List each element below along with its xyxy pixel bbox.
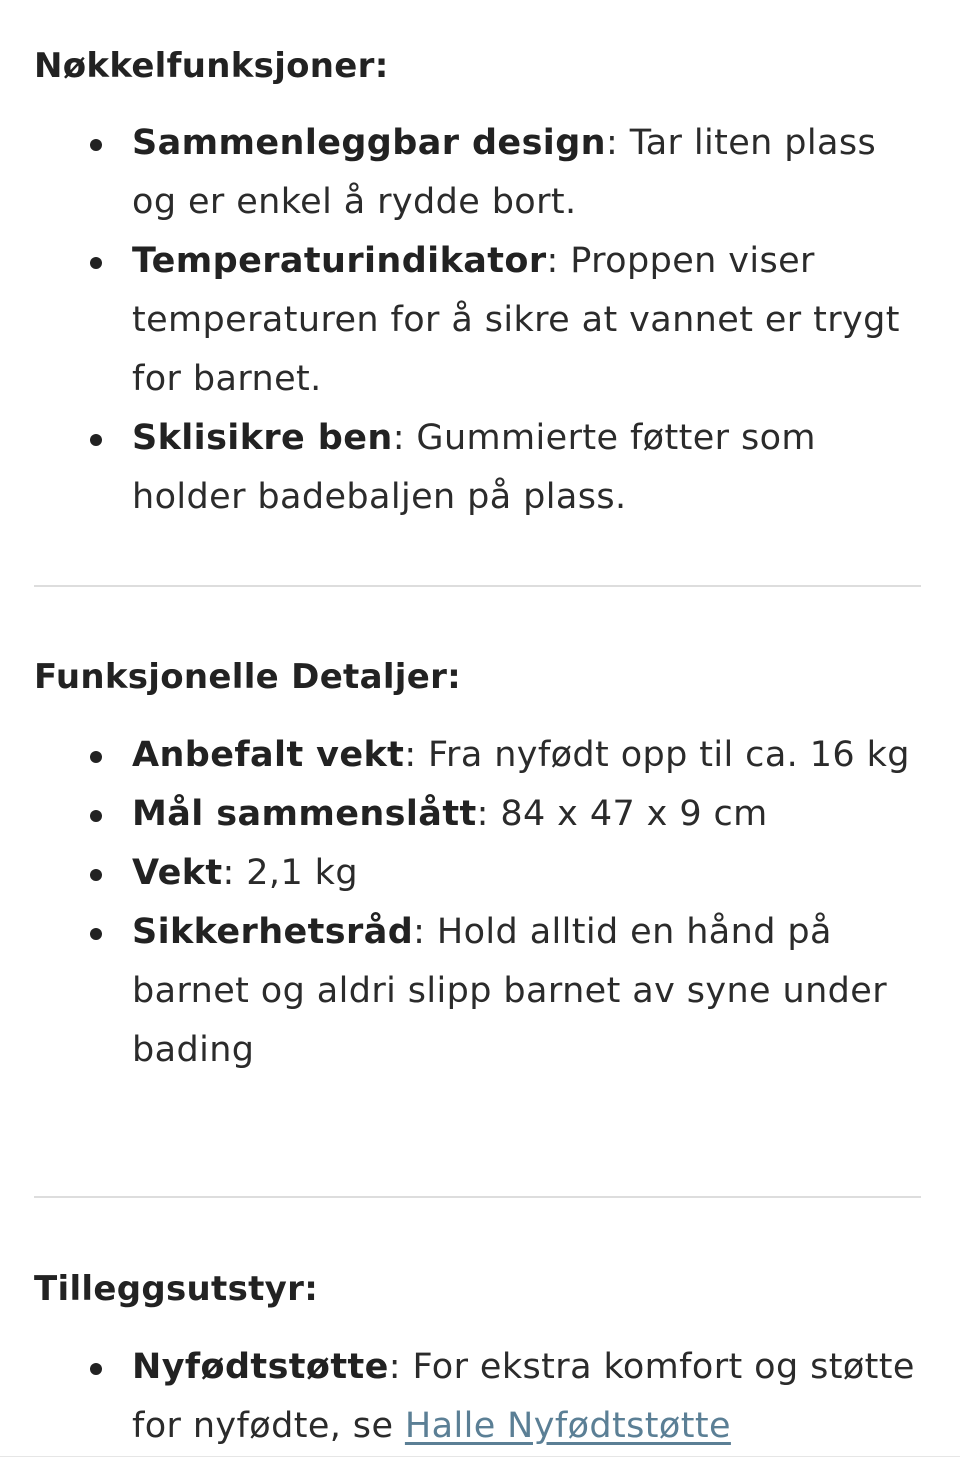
list-item xyxy=(34,1338,922,1456)
section-title-key-features: Nøkkelfunksjoner: xyxy=(34,46,389,86)
newborn-support-link[interactable]: Halle Nyfødtstøtte xyxy=(404,1406,731,1446)
bullet-icon xyxy=(90,257,102,269)
list-item xyxy=(34,903,922,1080)
item-separator: : xyxy=(476,794,489,834)
accessories-list xyxy=(34,1338,922,1456)
list-item xyxy=(34,114,922,232)
list-item xyxy=(34,844,922,903)
item-separator: : xyxy=(392,418,405,458)
item-text: 84 x 47 x 9 cm xyxy=(488,794,768,834)
page-bottom-edge xyxy=(0,1456,960,1457)
item-separator: : xyxy=(404,735,417,775)
item-text: Hold alltid en hånd på barnet og aldri slipp barnet av syne under bading xyxy=(132,912,888,1070)
bullet-icon xyxy=(90,1363,102,1375)
item-text: Proppen viser temperaturen for å sikre at vannet er trygt for barnet. xyxy=(132,241,900,399)
bullet-icon xyxy=(90,810,102,822)
item-text: Fra nyfødt opp til ca. 16 kg xyxy=(416,735,910,775)
item-separator: : xyxy=(413,912,426,952)
item-term: Sklisikre ben xyxy=(132,418,393,458)
section-divider xyxy=(34,585,921,587)
item-term: Mål sammenslått xyxy=(132,794,477,834)
functional-details-list xyxy=(34,726,922,1080)
item-term: Sikkerhetsråd xyxy=(132,912,414,952)
item-text: For ekstra komfort og støtte for nyfødte, se xyxy=(132,1347,915,1446)
item-separator: : xyxy=(388,1347,401,1387)
item-separator: : xyxy=(605,123,619,163)
item-separator: : xyxy=(546,241,559,281)
item-term: Vekt xyxy=(132,853,223,893)
list-item xyxy=(34,409,922,527)
bullet-icon xyxy=(90,139,102,151)
list-item xyxy=(34,726,922,785)
item-term: Nyfødtstøtte xyxy=(132,1347,389,1387)
bullet-icon xyxy=(90,434,102,446)
section-title-accessories: Tilleggsutstyr: xyxy=(34,1269,319,1309)
section-title-functional-details: Funksjonelle Detaljer: xyxy=(34,657,462,697)
item-term: Sammenleggbar design xyxy=(132,123,606,163)
item-separator: : xyxy=(222,853,235,893)
list-item xyxy=(34,785,922,844)
list-item xyxy=(34,232,922,409)
bullet-icon xyxy=(90,869,102,881)
bullet-icon xyxy=(90,928,102,940)
section-divider xyxy=(34,1196,921,1198)
item-text: 2,1 kg xyxy=(234,853,358,893)
bullet-icon xyxy=(90,751,102,763)
item-text: Tar liten plass og er enkel å rydde bort. xyxy=(132,123,877,222)
item-term: Temperaturindikator xyxy=(132,241,547,281)
item-term: Anbefalt vekt xyxy=(132,735,405,775)
key-features-list xyxy=(34,114,922,527)
item-text: Gummierte føtter som holder badebaljen på plass. xyxy=(132,418,816,517)
